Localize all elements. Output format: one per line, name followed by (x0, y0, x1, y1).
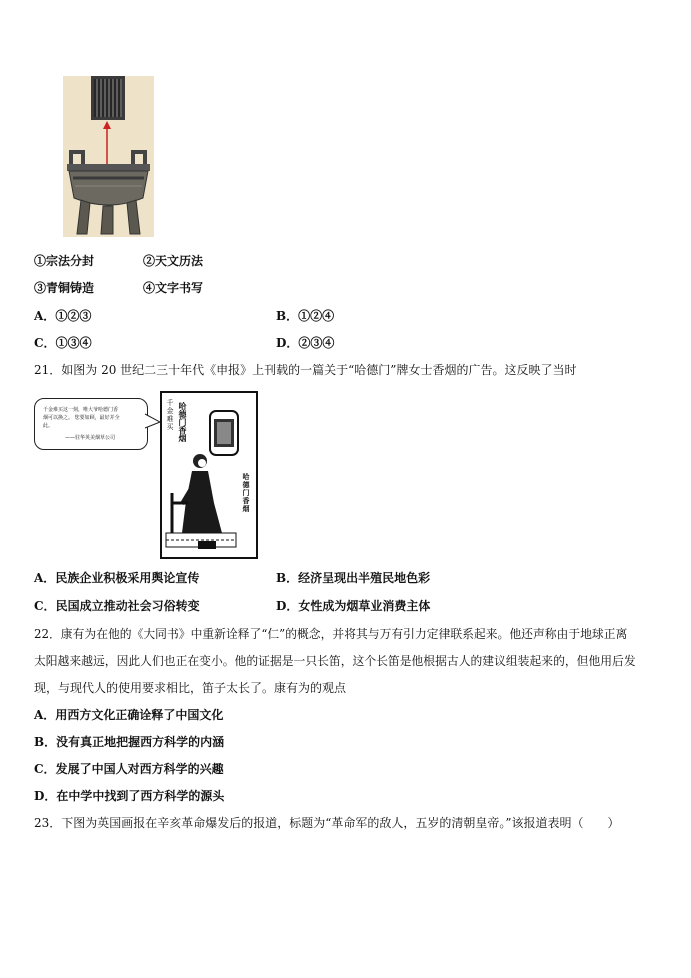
q23-stem: 23．下图为英国画报在辛亥革命爆发后的报道，标题为“革命军的敌人，五岁的清朝皇帝。”该报道表明（ ） (34, 816, 620, 830)
q21-stem: 21．如图为 20 世纪二三十年代《申报》上刊载的一篇关于“哈德门”牌女士香烟的广告。这反映了当时 (34, 363, 577, 377)
q21-choice-a[interactable] (34, 570, 199, 586)
choice-letter: C． (34, 599, 56, 613)
q20-choice-a[interactable] (34, 308, 91, 324)
ad-vertical-text-1: 千金难买 (166, 399, 174, 431)
q21-choice-c[interactable] (34, 598, 200, 614)
choice-letter: D． (276, 336, 299, 350)
choice-letter: B． (276, 309, 299, 323)
q20-item-3: ③青铜铸造 (34, 281, 95, 295)
q20-choice-c[interactable] (34, 335, 92, 351)
q20-item-2: ②天文历法 (143, 254, 204, 268)
choice-text: 经济呈现出半殖民地色彩 (298, 571, 431, 585)
bubble-line-2: 烟可以换之。 您要如顾，最好并全 (43, 415, 120, 421)
q21-choice-b[interactable] (276, 570, 430, 586)
choice-text: ①③④ (55, 336, 92, 350)
choice-text: 在中学中找到了西方科学的源头 (56, 789, 225, 803)
choice-text: ①②③ (55, 309, 92, 323)
ad-vertical-text-2: 哈德门香烟 (178, 402, 187, 443)
choice-letter: D． (34, 789, 57, 803)
choice-text: 发展了中国人对西方科学的兴趣 (55, 762, 224, 776)
choice-text: 民族企业积极采用舆论宣传 (55, 571, 200, 585)
choice-text: 民国成立推动社会习俗转变 (55, 599, 200, 613)
q22-stem-line-1: 22．康有为在他的《大同书》中重新诠释了“仁”的概念，并将其与万有引力定律联系起来。他还声称由于地球正离 (34, 627, 628, 641)
q20-choice-d[interactable] (276, 335, 334, 351)
q20-choice-b[interactable] (276, 308, 334, 324)
q22-stem-line-2: 太阳越来越远，因此人们也正在变小。他的证据是一只长笛，这个长笛是他根据古人的建议组装起来的，但他用后发 (34, 654, 636, 668)
q20-item-1: ①宗法分封 (34, 254, 95, 268)
q22-stem-line-3: 现，与现代人的使用要求相比，笛子太长了。康有为的观点 (34, 681, 347, 695)
q22-choice-c[interactable] (34, 761, 224, 777)
choice-text: 没有真正地把握西方科学的内涵 (56, 735, 225, 749)
q21-choice-d[interactable] (276, 598, 430, 614)
bubble-line-3: 此。 (43, 423, 54, 429)
bubble-line-1: 千金难买这一刻，唯大爷哈德门香 (43, 407, 119, 413)
q22-choice-a[interactable] (34, 707, 223, 723)
choice-letter: B． (34, 735, 57, 749)
bubble-signature: ——驻华英美烟草公司 (65, 435, 116, 441)
choice-text: 用西方文化正确诠释了中国文化 (55, 708, 224, 722)
choice-letter: A． (34, 571, 56, 585)
cigarette-ad-illustration (160, 391, 258, 559)
ding-vessel-drawing (63, 76, 154, 237)
choice-letter: A． (34, 309, 56, 323)
choice-letter: C． (34, 762, 56, 776)
q22-choice-d[interactable] (34, 788, 224, 804)
ad-woman-drawing (162, 393, 256, 557)
choice-letter: D． (276, 599, 299, 613)
q20-item-4: ④文字书写 (143, 281, 204, 295)
choice-text: 女性成为烟草业消费主体 (298, 599, 431, 613)
bronze-ding-figure (63, 76, 154, 237)
ad-vertical-text-3: 哈德门香烟 (242, 473, 250, 513)
choice-letter: A． (34, 708, 56, 722)
q22-choice-b[interactable] (34, 734, 224, 750)
choice-text: ①②④ (298, 309, 335, 323)
ad-speech-bubble (34, 398, 148, 450)
choice-text: ②③④ (298, 336, 335, 350)
choice-letter: B． (276, 571, 299, 585)
choice-letter: C． (34, 336, 56, 350)
